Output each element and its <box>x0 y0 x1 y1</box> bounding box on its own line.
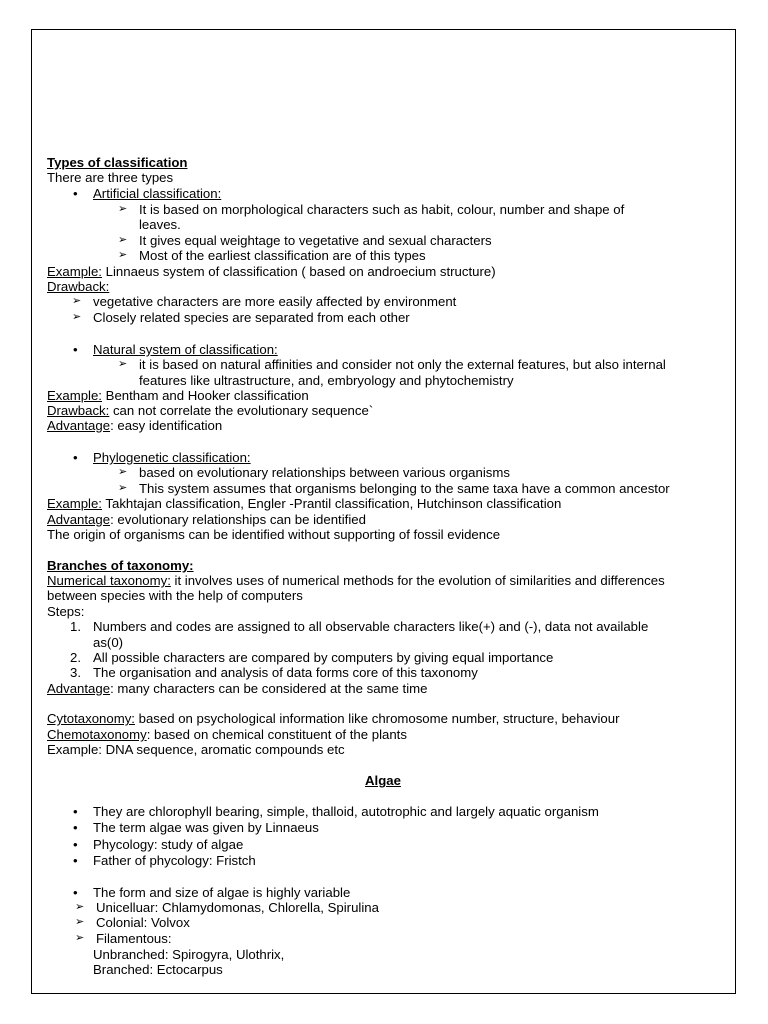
step-text: The organisation and analysis of data forms core of this taxonomy <box>93 665 478 680</box>
natural-example <box>47 388 309 403</box>
algae-form-bullet: • The form and size of algae is highly variable <box>93 885 350 900</box>
phylogenetic-example <box>47 496 561 511</box>
artificial-drawback-1: ➢ vegetative characters are more easily affected by environment <box>93 294 456 309</box>
advantage-text: : easy identification <box>110 418 223 433</box>
natural-drawback <box>47 403 373 418</box>
algae-bullet: • Phycology: study of algae <box>93 837 243 852</box>
artificial-example <box>47 264 496 279</box>
example-text: Bentham and Hooker classification <box>101 388 309 403</box>
advantage-text: : many characters can be considered at the same time <box>110 681 428 696</box>
numerical-text: it involves uses of numerical methods for the evolution of similarities and differences <box>170 573 665 588</box>
advantage-text: : evolutionary relationships can be identified <box>110 512 366 527</box>
phylogenetic-title: • Phylogenetic classification: <box>93 450 251 465</box>
artificial-title: • Artificial classification: <box>93 186 221 201</box>
algae-unbranched: Unbranched: Spirogyra, Ulothrix, <box>93 947 285 962</box>
phylogenetic-note: The origin of organisms can be identified without supporting of fossil evidence <box>47 527 501 542</box>
step-text: All possible characters are compared by computers by giving equal importance <box>93 650 554 665</box>
drawback-label: Drawback: <box>47 403 110 418</box>
cytotaxonomy <box>47 711 620 726</box>
cyto-label: Cytotaxonomy: <box>47 711 135 726</box>
advantage-label: Advantage <box>47 512 111 527</box>
chemo-label: Chemotaxonomy <box>47 727 147 742</box>
algae-heading: Algae <box>365 773 401 788</box>
artificial-point-1: ➢ It is based on morphological characters such as habit, colour, number and shape of <box>139 202 624 217</box>
step-text: Numbers and codes are assigned to all observable characters like(+) and (-), data not available <box>93 619 649 634</box>
step-text-cont: as(0) <box>93 635 124 650</box>
example-text: Takhtajan classification, Engler -Prantil classification, Hutchinson classification <box>101 496 562 511</box>
natural-advantage <box>47 418 222 433</box>
chemotaxonomy <box>47 727 407 742</box>
step-number: 2. <box>70 650 81 665</box>
phylogenetic-point-1: ➢ based on evolutionary relationships between various organisms <box>139 465 510 480</box>
example-label: Example: <box>47 264 102 279</box>
chemo-text: : based on chemical constituent of the plants <box>146 727 407 742</box>
natural-title: • Natural system of classification: <box>93 342 278 357</box>
example-label: Example: <box>47 496 102 511</box>
cyto-text: based on psychological information like chromosome number, structure, behaviour <box>134 711 620 726</box>
numerical-text-cont: between species with the help of computers <box>47 588 303 603</box>
artificial-point-1-cont: leaves. <box>139 217 181 232</box>
algae-form-item: ➢ Filamentous: <box>96 931 172 946</box>
artificial-drawback-label: Drawback: <box>47 279 110 294</box>
artificial-point-2: ➢ It gives equal weightage to vegetative and sexual characters <box>139 233 492 248</box>
step-number: 1. <box>70 619 81 634</box>
phylogenetic-advantage <box>47 512 366 527</box>
algae-bullet: • Father of phycology: Fristch <box>93 853 256 868</box>
numerical-taxonomy <box>47 573 665 588</box>
advantage-label: Advantage <box>47 418 111 433</box>
artificial-point-3: ➢ Most of the earliest classification are of this types <box>139 248 426 263</box>
algae-form-item: ➢ Unicelluar: Chlamydomonas, Chlorella, Spirulina <box>96 900 379 915</box>
algae-branched: Branched: Ectocarpus <box>93 962 223 977</box>
phylogenetic-point-2: ➢ This system assumes that organisms belonging to the same taxa have a common ancestor <box>139 481 670 496</box>
example-text: Linnaeus system of classification ( based on androecium structure) <box>101 264 496 279</box>
branches-advantage <box>47 681 427 696</box>
natural-point-1-cont: features like ultrastructure, and, embryology and phytochemistry <box>139 373 514 388</box>
numerical-label: Numerical taxonomy: <box>47 573 171 588</box>
types-intro: There are three types <box>47 170 174 185</box>
types-heading: Types of classification <box>47 155 188 170</box>
artificial-drawback-2: ➢ Closely related species are separated from each other <box>93 310 410 325</box>
example-label: Example: <box>47 388 102 403</box>
step-number: 3. <box>70 665 81 680</box>
drawback-text: can not correlate the evolutionary sequence` <box>109 403 374 418</box>
algae-form-item: ➢ Colonial: Volvox <box>96 915 190 930</box>
branches-heading: Branches of taxonomy: <box>47 558 194 573</box>
advantage-label: Advantage <box>47 681 111 696</box>
steps-label: Steps: <box>47 604 85 619</box>
algae-bullet: • The term algae was given by Linnaeus <box>93 820 319 835</box>
natural-point-1: ➢ it is based on natural affinities and consider not only the external features, but also internal <box>139 357 666 372</box>
algae-bullet: • They are chlorophyll bearing, simple, thalloid, autotrophic and largely aquatic organism <box>93 804 599 819</box>
branches-example: Example: DNA sequence, aromatic compounds etc <box>47 742 345 757</box>
